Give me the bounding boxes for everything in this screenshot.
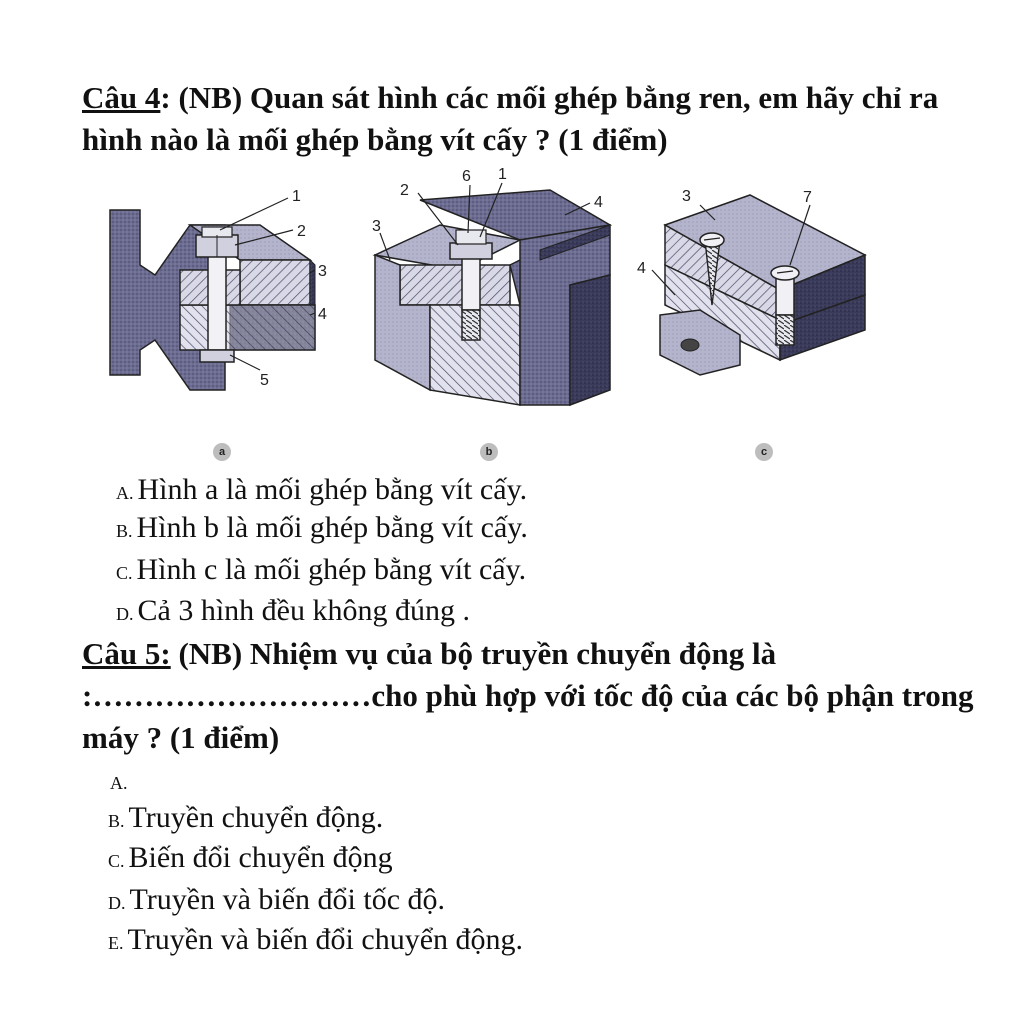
figure-c-callout-4: 4 (637, 260, 646, 277)
question-5-label: Câu 5: (82, 636, 171, 671)
q5-option-d[interactable] (108, 882, 445, 921)
question-5-title (82, 633, 987, 759)
q4-option-b-letter: B. (116, 521, 133, 541)
figure-a-caption: a (213, 443, 231, 461)
q4-option-c-text: Hình c là mối ghép bằng vít cấy. (136, 553, 527, 586)
q4-option-c-letter: C. (116, 563, 133, 583)
figure-a-bolt-joint (110, 188, 327, 390)
q4-option-d[interactable] (116, 593, 470, 632)
q5-option-e-text: Truyền và biến đổi chuyển động. (127, 923, 524, 956)
q4-option-d-text: Cả 3 hình đều không đúng . (137, 594, 470, 627)
q4-option-a-text: Hình a là mối ghép bằng vít cấy. (137, 473, 528, 506)
q5-option-d-text: Truyền và biến đổi tốc độ. (129, 883, 446, 916)
q4-option-c[interactable] (116, 552, 526, 591)
question-4-title (82, 77, 987, 161)
q5-option-d-letter: D. (108, 893, 126, 913)
q5-option-c-text: Biến đổi chuyển động (128, 841, 393, 874)
q4-option-d-letter: D. (116, 604, 134, 624)
figure-a-callout-4: 4 (318, 306, 327, 323)
figure-b-caption: b (480, 443, 498, 461)
figure-a-callout-1: 1 (292, 188, 301, 205)
q5-option-e-letter: E. (108, 933, 124, 953)
figure-b-screw-joint (372, 166, 610, 405)
figure-a-callout-3: 3 (318, 263, 327, 280)
question-4-text: : (NB) Quan sát hình các mối ghép bằng ren, em hãy chỉ ra hình nào là mối ghép bằng vít cấy ? (1 điểm) (82, 80, 939, 157)
figure-b-callout-1: 1 (498, 166, 507, 183)
q4-option-b[interactable] (116, 510, 528, 549)
figure-c-callout-7: 7 (803, 189, 812, 206)
q5-option-b-text: Truyền chuyển động. (128, 801, 384, 834)
threaded-joint-figures (100, 165, 900, 465)
figure-a-callout-5: 5 (260, 372, 269, 389)
figure-a-callout-2: 2 (297, 223, 306, 240)
question-4-label: Câu 4 (82, 80, 161, 115)
q5-option-b-letter: B. (108, 811, 125, 831)
q5-option-c-letter: C. (108, 851, 125, 871)
figure-b-callout-2: 2 (400, 182, 409, 199)
q5-option-a[interactable] (110, 762, 132, 801)
figure-c-caption: c (755, 443, 773, 461)
q5-option-c[interactable] (108, 840, 393, 879)
figure-b-callout-3: 3 (372, 218, 381, 235)
q5-option-b[interactable] (108, 800, 383, 839)
threaded-joint-illustrations (100, 165, 900, 465)
q4-option-b-text: Hình b là mối ghép bằng vít cấy. (136, 511, 528, 544)
q5-option-a-letter: A. (110, 773, 128, 793)
figure-b-callout-4: 4 (594, 194, 603, 211)
figure-b-callout-6: 6 (462, 168, 471, 185)
figure-c-callout-3: 3 (682, 188, 691, 205)
q4-option-a[interactable] (116, 472, 527, 511)
figure-c-screw-joint (637, 188, 865, 375)
question-5-text: (NB) Nhiệm vụ của bộ truyền chuyển động là :………………………cho phù hợp với tốc độ của các bộ phận trong máy ? (1 điểm) (82, 636, 974, 755)
q4-option-a-letter: A. (116, 483, 134, 503)
q5-option-e[interactable] (108, 922, 523, 961)
